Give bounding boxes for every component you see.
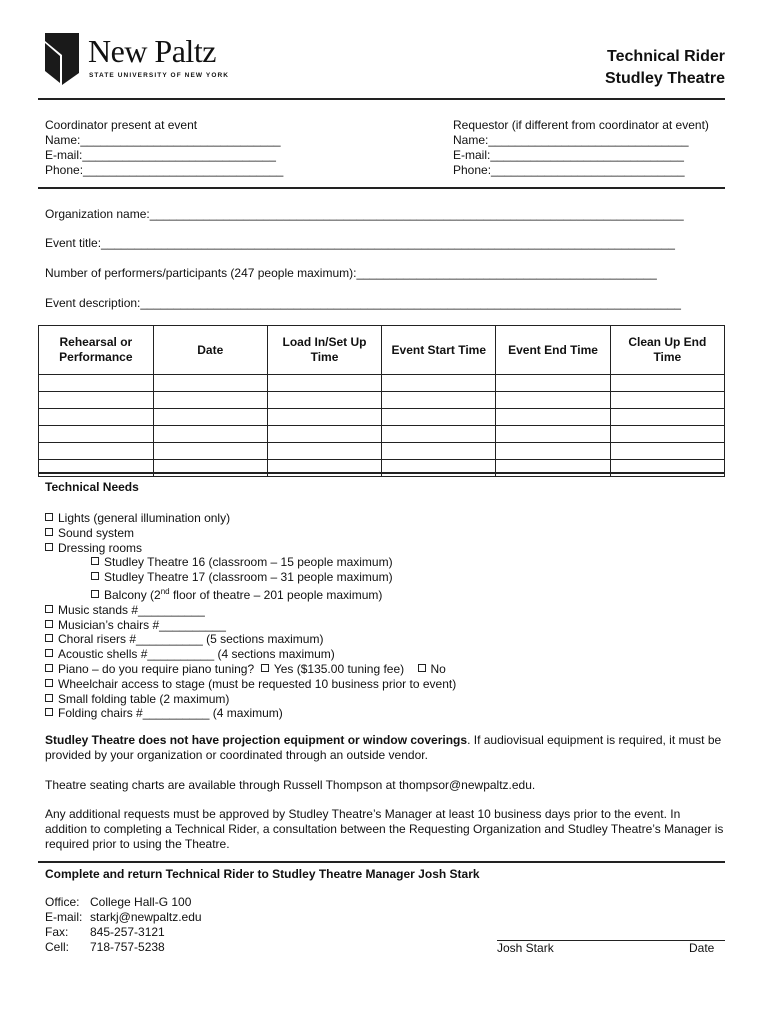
room16-option[interactable]: Studley Theatre 16 (classroom – 15 people maximum) — [45, 555, 456, 570]
coordinator-name-field[interactable]: Name:______________________________ — [45, 133, 281, 147]
table-row[interactable] — [39, 426, 725, 443]
requestor-email-field[interactable]: E-mail:_____________________________ — [453, 148, 684, 162]
requestor-name-field[interactable]: Name:______________________________ — [453, 133, 689, 147]
lights-option[interactable]: Lights (general illumination only) — [45, 511, 456, 526]
requestor-heading: Requestor (if different from coordinator at event) — [453, 118, 709, 132]
checkbox-icon[interactable] — [45, 634, 53, 642]
coordinator-email-field[interactable]: E-mail:_____________________________ — [45, 148, 276, 162]
table-row[interactable] — [39, 375, 725, 392]
checkbox-icon[interactable] — [45, 620, 53, 628]
wheelchair-option[interactable]: Wheelchair access to stage (must be requested 10 business prior to event) — [45, 677, 456, 692]
seating-note: Theatre seating charts are available through Russell Thompson at thompsor@newpaltz.edu. — [45, 778, 536, 792]
divider — [38, 98, 725, 100]
checkbox-icon[interactable] — [45, 528, 53, 536]
divider — [38, 861, 725, 863]
divider — [38, 472, 725, 474]
coordinator-block — [45, 118, 283, 178]
checkbox-icon[interactable] — [45, 708, 53, 716]
signature-date-label: Date — [689, 941, 715, 955]
checkbox-icon[interactable] — [45, 664, 53, 672]
checkbox-icon[interactable] — [91, 590, 99, 598]
checkbox-icon[interactable] — [45, 679, 53, 687]
balcony-option[interactable]: Balcony (2nd floor of theatre – 201 people maximum) — [45, 585, 456, 603]
table-row[interactable] — [39, 443, 725, 460]
checkbox-icon[interactable] — [45, 543, 53, 551]
table-row[interactable] — [39, 409, 725, 426]
col-rehearsal-performance: Rehearsal or Performance — [39, 326, 154, 375]
piano-option[interactable]: Piano – do you require piano tuning? Yes ($135.00 tuning fee) No — [45, 662, 456, 677]
checkbox-icon[interactable] — [418, 664, 426, 672]
additional-requests-note: Any additional requests must be approved by Studley Theatre’s Manager at least 10 business days prior to the event. In addition to completing a Technical Rider, a consultation between the Requesting Organization and Studley Theatre’s Manager is required prior to using the Theatre. — [45, 807, 724, 851]
contact-email[interactable]: starkj@newpaltz.edu — [90, 910, 202, 924]
logo-subtitle: STATE UNIVERSITY OF NEW YORK — [89, 72, 230, 79]
logo-wordmark: New Paltz — [88, 33, 216, 69]
shells-option[interactable]: Acoustic shells #__________ (4 sections maximum) — [45, 647, 456, 662]
new-paltz-logo-icon — [45, 33, 79, 85]
col-date: Date — [153, 326, 267, 375]
col-event-end: Event End Time — [496, 326, 610, 375]
col-load-in: Load In/Set Up Time — [267, 326, 381, 375]
technical-needs-heading: Technical Needs — [45, 480, 139, 494]
checkbox-icon[interactable] — [91, 557, 99, 565]
requestor-phone-field[interactable]: Phone:_____________________________ — [453, 163, 685, 177]
table-option[interactable]: Small folding table (2 maximum) — [45, 692, 456, 707]
room17-option[interactable]: Studley Theatre 17 (classroom – 31 people maximum) — [45, 570, 456, 585]
technical-needs — [45, 480, 456, 721]
requestor-block — [453, 118, 709, 178]
signature-name: Josh Stark — [497, 941, 554, 955]
contact-values: College Hall-G 100 starkj@newpaltz.edu 845-257-3121 718-757-5238 — [90, 895, 202, 954]
event-title-field[interactable]: Event title:______________________________________________________________________________________ — [45, 236, 675, 250]
contact-heading: Complete and return Technical Rider to Studley Theatre Manager Josh Stark — [45, 867, 480, 881]
col-clean-up: Clean Up End Time — [610, 326, 724, 375]
coordinator-phone-field[interactable]: Phone:______________________________ — [45, 163, 284, 177]
checkbox-icon[interactable] — [261, 664, 269, 672]
folding-chairs-option[interactable]: Folding chairs #__________ (4 maximum) — [45, 706, 456, 721]
table-row[interactable] — [39, 392, 725, 409]
schedule-table — [38, 325, 725, 477]
chairs-option[interactable]: Musician’s chairs #__________ — [45, 618, 456, 633]
music-stands-option[interactable]: Music stands #__________ — [45, 603, 456, 618]
checkbox-icon[interactable] — [91, 572, 99, 580]
divider — [38, 187, 725, 189]
sound-option[interactable]: Sound system — [45, 526, 456, 541]
risers-option[interactable]: Choral risers #__________ (5 sections maximum) — [45, 632, 456, 647]
document-title: Technical Rider Studley Theatre — [604, 48, 725, 87]
col-event-start: Event Start Time — [382, 326, 496, 375]
performers-count-field[interactable]: Number of performers/participants (247 people maximum):_____________________________________________ — [45, 266, 657, 280]
projection-note: Studley Theatre does not have projection equipment or window coverings. If audiovisual equipment is required, it must be provided by your organization or coordinated through an outside vendor. — [45, 733, 722, 762]
dressing-option[interactable]: Dressing rooms — [45, 541, 456, 556]
contact-labels: Office: E-mail: Fax: Cell: — [45, 895, 83, 954]
checkbox-icon[interactable] — [45, 649, 53, 657]
checkbox-icon[interactable] — [45, 605, 53, 613]
organization-name-field[interactable]: Organization name:________________________________________________________________________________ — [45, 207, 684, 221]
event-description-field[interactable]: Event description:_________________________________________________________________________________ — [45, 296, 681, 310]
checkbox-icon[interactable] — [45, 513, 53, 521]
checkbox-icon[interactable] — [45, 694, 53, 702]
coordinator-heading: Coordinator present at event — [45, 118, 198, 132]
